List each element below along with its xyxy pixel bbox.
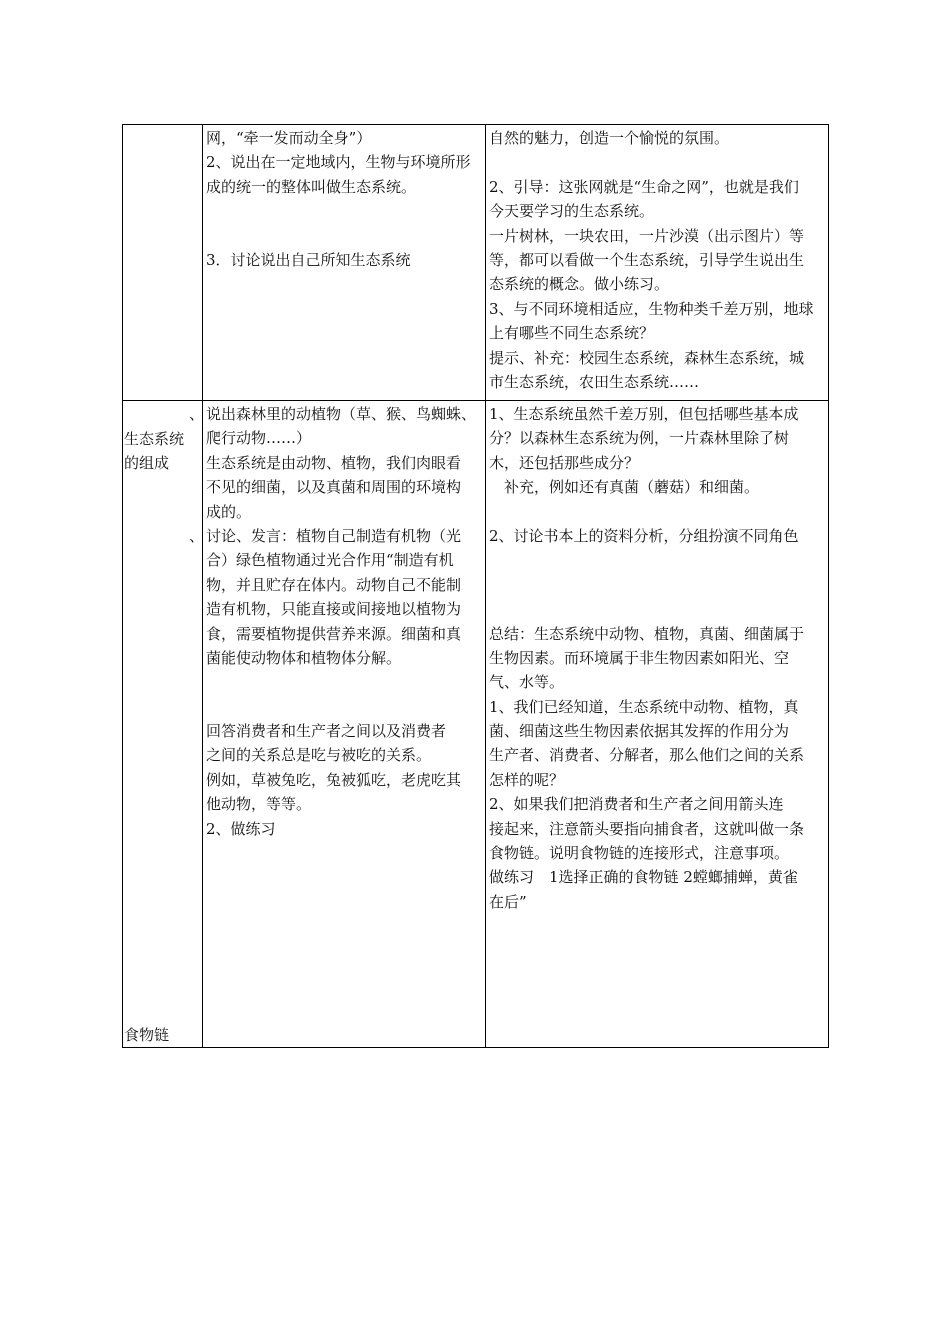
text-line: 木，还包括那些成分？ [489,453,640,472]
text-line: 食，需要植物提供营养来源。细菌和真 [206,624,462,643]
text-line: 3．讨论说出自己所知生态系统 [206,250,411,269]
text-line: 总结：生态系统中动物、植物，真菌、细菌属于 [489,624,805,643]
topic-title-line-1: 生态系统 [124,430,185,448]
text-line: 菌、细菌这些生物因素依据其发挥的作用分为 [489,722,790,741]
text-line: 接起来，注意箭头要指向捕食者，这就叫做一条 [489,819,805,838]
text-line [206,695,482,719]
text-line: 上有哪些不同生态系统？ [489,324,655,343]
list-mark: 、 [189,527,205,545]
text-line: 例如，草被兔吃，兔被狐吃，老虎吃其 [206,770,462,789]
text-line: 2、如果我们把消费者和生产者之间用箭头连 [489,795,784,814]
row2-teacher-activity [489,402,827,914]
row-divider [123,400,828,401]
list-mark: 、 [189,405,205,423]
text-line: 他动物，等等。 [206,795,312,814]
text-line: 生产者、消费者、分解者，那么他们之间的关系 [489,746,805,765]
text-line: 说出森林里的动植物（草、猴、鸟蜘蛛、 [206,405,477,423]
column-divider-1 [202,125,203,1047]
text-line: 合）绿色植物通过光合作用“制造有机 [206,551,454,570]
text-line: 不见的细菌，以及真菌和周围的环境构 [206,478,462,497]
text-line: 2、说出在一定地域内，生物与环境所形 [206,153,471,172]
row2-topic-heading [124,427,200,476]
topic-food-chain: 食物链 [124,1026,170,1044]
text-line: 食物链。说明食物链的连接形式，注意事项。 [489,844,790,863]
text-line: 分？以森林生态系统为例，一片森林里除了树 [489,429,790,448]
text-line: 讨论、发言：植物自己制造有机物（光 [206,526,462,545]
text-line: 之间的关系总是吃与被吃的关系。 [206,746,432,765]
text-line: 2、讨论书本上的资料分析，分组扮演不同角色 [489,526,799,545]
text-line [206,224,482,248]
text-line [206,199,482,223]
text-line: 提示、补充：校园生态系统，森林生态系统，城 [489,348,805,367]
text-line: 气、水等。 [489,673,565,692]
text-line: 成的统一的整体叫做生态系统。 [206,177,417,196]
text-line [489,597,827,621]
text-line: 生态系统是由动物、植物，我们肉眼看 [206,453,462,472]
text-line: 市生态系统，农田生态系统…… [489,372,700,391]
text-line: 生物因素。而环境属于非生物因素如阳光、空 [489,648,790,667]
text-line: 菌能使动物体和植物体分解。 [206,648,402,667]
text-line: 1、我们已经知道，生态系统中动物、植物，真 [489,697,799,716]
text-line: 1、生态系统虽然千差万别，但包括哪些基本成 [489,405,799,423]
text-line: 爬行动物……） [206,429,312,448]
lesson-plan-table [122,124,829,1048]
text-line: 造有机物，只能直接或间接地以植物为 [206,600,462,619]
text-line: 今天要学习的生态系统。 [489,202,655,221]
text-line: 态系统的概念。做小练习。 [489,275,670,294]
text-line: 等，都可以看做一个生态系统，引导学生说出生 [489,250,805,269]
text-line: 怎样的呢？ [489,770,565,789]
text-line: 补充，例如还有真菌（蘑菇）和细菌。 [489,478,760,497]
text-line: 做练习 1选择正确的食物链 2螳螂捕蝉，黄雀 [489,868,798,887]
text-line [206,670,482,694]
text-line: 一片树林，一块农田，一片沙漠（出示图片）等 [489,226,805,245]
text-line: 自然的魅力，创造一个愉悦的氛围。 [489,129,730,147]
topic-title-line-2: 的组成 [124,454,170,473]
column-divider-2 [485,125,486,1047]
text-line: 2、做练习 [206,819,276,838]
row1-student-activity [206,126,482,272]
text-line: 成的。 [206,502,252,521]
text-line [489,573,827,597]
text-line [489,500,827,524]
text-line: 物，并且贮存在体内。动物自己不能制 [206,575,462,594]
row2-student-activity [206,402,482,841]
text-line [489,548,827,572]
text-line [489,150,827,174]
text-line: 3、与不同环境相适应，生物种类千差万别，地球 [489,299,814,318]
text-line: 2、引导：这张网就是“生命之网”，也就是我们 [489,177,799,196]
text-line: 在后” [489,892,527,911]
text-line: 网，“牵一发而动全身”） [206,129,372,147]
row1-teacher-activity [489,126,827,394]
text-line: 回答消费者和生产者之间以及消费者 [206,722,447,741]
